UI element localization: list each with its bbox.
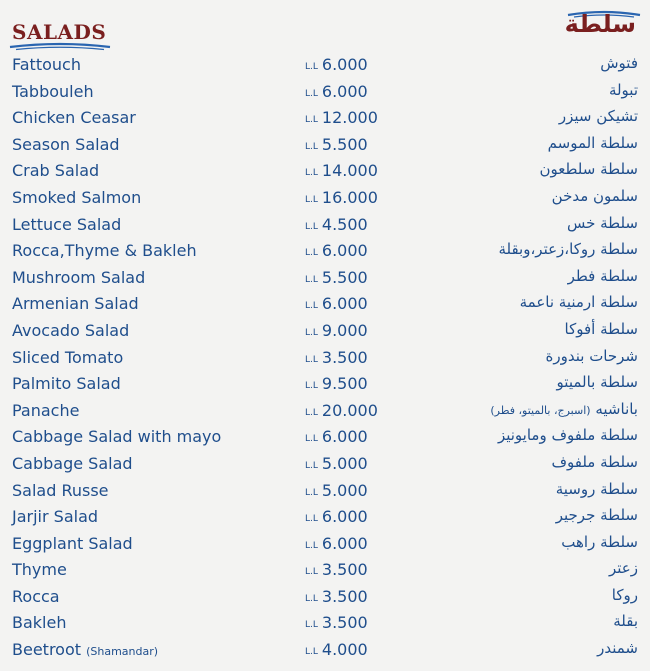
item-price <box>305 560 368 579</box>
arabic-name-text: تبولة <box>608 80 638 99</box>
section-title-arabic: سلطة <box>564 10 636 38</box>
item-name-text: Smoked Salmon <box>12 187 142 207</box>
item-price <box>305 613 368 632</box>
price-amount: 3.500 <box>321 586 368 606</box>
item-name <box>12 215 121 234</box>
arabic-name-text: سلطة الموسم <box>547 133 638 152</box>
menu-item <box>0 265 650 292</box>
currency-label: L.L <box>305 301 318 312</box>
price-amount: 9.000 <box>321 320 368 340</box>
arabic-name-text: سلطة روكا،زعتر،وبقلة <box>498 240 638 259</box>
item-name-text: Beetroot <box>12 640 82 660</box>
item-name <box>12 587 60 606</box>
item-name <box>12 454 133 473</box>
item-price <box>305 507 368 526</box>
item-price <box>305 348 368 367</box>
currency-label: L.L <box>305 514 318 525</box>
price-amount: 3.500 <box>321 560 368 580</box>
price-amount: 5.500 <box>321 267 368 287</box>
price-amount: 6.000 <box>321 81 368 101</box>
arabic-name-text: زعتر <box>609 559 638 578</box>
item-name-arabic <box>520 293 638 311</box>
price-amount: 6.000 <box>321 427 368 447</box>
price-amount: 6.000 <box>321 533 368 553</box>
item-name-text: Avocado Salad <box>12 320 130 340</box>
item-name <box>12 427 221 446</box>
arabic-name-text: سلطة روسية <box>555 479 638 498</box>
arabic-name-text: بقلة <box>613 612 638 631</box>
menu-header <box>0 0 650 52</box>
item-name-note: (Shamandar) <box>86 645 159 659</box>
menu-item <box>0 424 650 451</box>
arabic-name-text: سلطة راهب <box>561 532 638 551</box>
menu-item <box>0 451 650 478</box>
currency-label: L.L <box>305 88 318 99</box>
menu-item <box>0 185 650 212</box>
currency-label: L.L <box>305 141 318 152</box>
item-name-text: Rocca,Thyme & Bakleh <box>12 241 197 261</box>
arabic-name-text: تشيكن سيزر <box>558 107 638 126</box>
currency-label: L.L <box>305 274 318 285</box>
price-amount: 6.000 <box>321 241 368 261</box>
item-price <box>305 401 378 420</box>
menu-item <box>0 531 650 558</box>
item-name-arabic <box>565 320 638 338</box>
arabic-name-text: سلطة فطر <box>567 266 638 285</box>
item-name <box>12 613 66 632</box>
item-name <box>12 241 197 260</box>
currency-label: L.L <box>305 115 318 126</box>
price-amount: 3.500 <box>321 347 368 367</box>
item-name <box>12 640 158 659</box>
currency-label: L.L <box>305 221 318 232</box>
item-name-arabic <box>498 240 638 258</box>
item-price <box>305 294 368 313</box>
menu-item <box>0 371 650 398</box>
item-name-arabic <box>557 373 638 391</box>
menu-item <box>0 132 650 159</box>
menu-item <box>0 504 650 531</box>
currency-label: L.L <box>305 407 318 418</box>
currency-label: L.L <box>305 647 318 658</box>
currency-label: L.L <box>305 620 318 631</box>
price-amount: 9.500 <box>321 374 368 394</box>
item-price <box>305 188 378 207</box>
price-amount: 16.000 <box>321 187 378 207</box>
menu-item <box>0 637 650 664</box>
item-name <box>12 161 99 180</box>
item-name-text: Eggplant Salad <box>12 533 133 553</box>
item-name <box>12 348 123 367</box>
item-name-arabic <box>548 134 638 152</box>
price-amount: 20.000 <box>321 400 378 420</box>
item-price <box>305 82 368 101</box>
item-name <box>12 82 94 101</box>
menu-item <box>0 610 650 637</box>
item-name-text: Lettuce Salad <box>12 214 122 234</box>
menu-item <box>0 79 650 106</box>
item-price <box>305 215 368 234</box>
price-amount: 5.500 <box>321 134 368 154</box>
currency-label: L.L <box>305 327 318 338</box>
item-price <box>305 321 368 340</box>
price-amount: 12.000 <box>321 108 378 128</box>
currency-label: L.L <box>305 381 318 392</box>
item-name-arabic <box>600 54 638 72</box>
item-name-arabic <box>613 612 638 630</box>
arabic-name-text: سلطة ملفوف <box>551 452 638 471</box>
item-name-text: Tabbouleh <box>12 81 94 101</box>
item-name <box>12 401 79 420</box>
item-price <box>305 161 378 180</box>
price-amount: 6.000 <box>321 507 368 527</box>
item-name-text: Panache <box>12 400 80 420</box>
item-name-arabic <box>559 107 638 125</box>
item-price <box>305 268 368 287</box>
item-name-arabic <box>568 267 638 285</box>
item-name-arabic <box>540 160 639 178</box>
arabic-name-text: سلطة بالميتو <box>556 373 638 392</box>
arabic-name-text: سلطة ملفوف ومايونيز <box>497 426 638 445</box>
menu-list <box>0 52 650 664</box>
item-name <box>12 294 139 313</box>
price-amount: 6.000 <box>321 55 368 74</box>
item-name-text: Chicken Ceasar <box>12 108 136 128</box>
price-amount: 4.500 <box>321 214 368 234</box>
currency-label: L.L <box>305 434 318 445</box>
item-price <box>305 55 368 74</box>
arabic-name-note: (اسبرج، بالميتو، فطر) <box>490 403 591 417</box>
item-name-text: Cabbage Salad with mayo <box>12 427 222 447</box>
item-name-text: Palmito Salad <box>12 374 121 394</box>
item-name-arabic <box>609 81 638 99</box>
currency-label: L.L <box>305 487 318 498</box>
item-name-arabic <box>612 586 638 604</box>
menu-item <box>0 291 650 318</box>
wave-underline-icon <box>8 41 112 51</box>
price-amount: 14.000 <box>321 161 378 181</box>
arabic-name-text: شمندر <box>597 639 638 658</box>
menu-item <box>0 345 650 372</box>
price-amount: 5.000 <box>321 480 368 500</box>
item-name-text: Crab Salad <box>12 161 100 181</box>
item-price <box>305 374 368 393</box>
menu-item <box>0 318 650 345</box>
price-amount: 3.500 <box>321 613 368 633</box>
item-name-text: Sliced Tomato <box>12 347 124 367</box>
arabic-name-text: شرحات بندورة <box>545 346 638 365</box>
item-name-text: Thyme <box>12 560 67 580</box>
item-price <box>305 534 368 553</box>
arabic-name-text: سلطة خس <box>566 213 638 232</box>
item-name-arabic <box>561 533 638 551</box>
currency-label: L.L <box>305 460 318 471</box>
item-name-text: Bakleh <box>12 613 67 633</box>
arabic-name-text: روكا <box>611 585 638 604</box>
item-name <box>12 534 133 553</box>
item-name <box>12 108 136 127</box>
item-name-arabic <box>609 559 638 577</box>
item-name-text: Rocca <box>12 586 60 606</box>
item-name-text: Armenian Salad <box>12 294 139 314</box>
item-price <box>305 481 368 500</box>
currency-label: L.L <box>305 194 318 205</box>
menu-item <box>0 158 650 185</box>
currency-label: L.L <box>305 354 318 365</box>
item-name-text: Mushroom Salad <box>12 267 146 287</box>
item-name-text: Jarjir Salad <box>12 507 99 527</box>
item-name-text: Salad Russe <box>12 480 109 500</box>
item-name-arabic <box>546 347 639 365</box>
item-name-arabic <box>556 506 638 524</box>
currency-label: L.L <box>305 62 318 72</box>
item-name-text: Season Salad <box>12 134 120 154</box>
menu-item <box>0 557 650 584</box>
item-name <box>12 268 145 287</box>
item-name-arabic <box>567 214 638 232</box>
item-name-arabic <box>552 187 638 205</box>
currency-label: L.L <box>305 248 318 259</box>
section-title-english: SALADS <box>12 20 107 44</box>
menu-item <box>0 238 650 265</box>
item-name-arabic <box>498 426 638 444</box>
item-price <box>305 241 368 260</box>
item-price <box>305 454 368 473</box>
item-name <box>12 507 98 526</box>
item-price <box>305 135 368 154</box>
currency-label: L.L <box>305 540 318 551</box>
price-amount: 4.000 <box>321 640 368 660</box>
menu-item <box>0 52 650 79</box>
item-price <box>305 108 378 127</box>
arabic-name-text: باناشيه <box>595 399 638 418</box>
menu-item <box>0 105 650 132</box>
item-name <box>12 560 67 579</box>
currency-label: L.L <box>305 567 318 578</box>
item-name <box>12 374 121 393</box>
item-name <box>12 321 129 340</box>
item-name-arabic <box>597 639 638 657</box>
price-amount: 5.000 <box>321 453 368 473</box>
arabic-name-text: سلطة أفوكا <box>564 319 638 338</box>
menu-item <box>0 478 650 505</box>
item-name-text: Fattouch <box>12 55 81 74</box>
currency-label: L.L <box>305 593 318 604</box>
currency-label: L.L <box>305 168 318 179</box>
item-name-arabic <box>490 400 638 418</box>
arabic-name-text: سلطة جرجير <box>555 506 638 525</box>
item-name <box>12 188 141 207</box>
item-name <box>12 55 81 74</box>
menu-item <box>0 584 650 611</box>
item-name-text: Cabbage Salad <box>12 453 133 473</box>
menu-item <box>0 398 650 425</box>
item-name-arabic <box>556 480 638 498</box>
item-name <box>12 135 120 154</box>
arabic-name-text: سلطة ارمنية ناعمة <box>519 293 638 312</box>
arabic-name-text: سلطة سلطعون <box>539 160 638 179</box>
arabic-name-text: فتوش <box>600 54 638 72</box>
arabic-name-text: سلمون مدخن <box>551 186 638 205</box>
price-amount: 6.000 <box>321 294 368 314</box>
item-price <box>305 427 368 446</box>
item-price <box>305 587 368 606</box>
item-name-arabic <box>551 453 638 471</box>
menu-item <box>0 212 650 239</box>
item-name <box>12 481 109 500</box>
item-price <box>305 640 368 659</box>
